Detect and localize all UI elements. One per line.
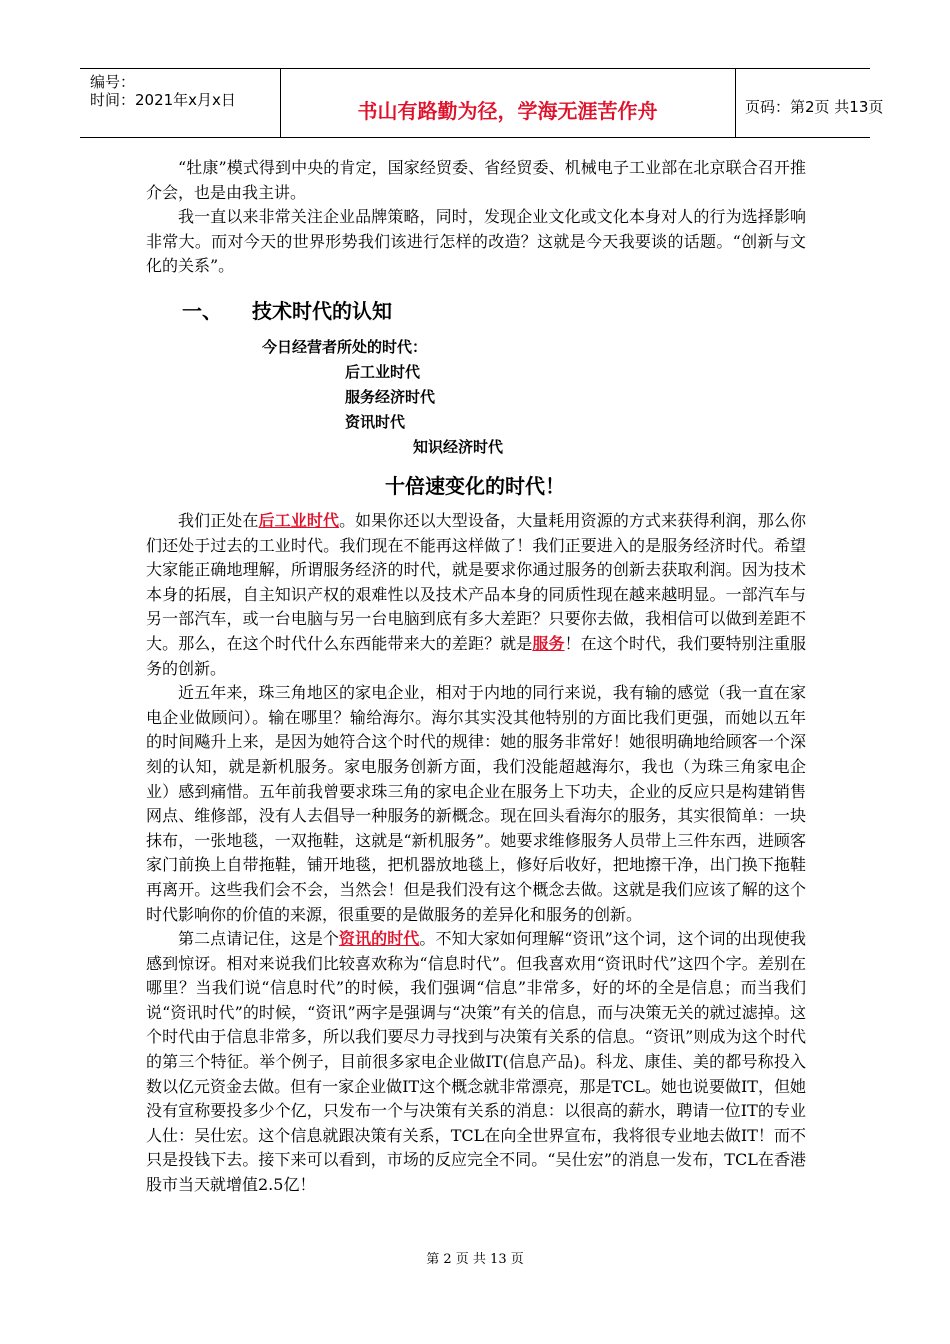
- section-number: 一、: [182, 299, 222, 323]
- paragraph-2: 我一直以来非常关注企业品牌策略，同时，发现企业文化或文化本身对人的行为选择影响非常大。而对今天的世界形势我们该进行怎样的改造？这就是今天我要谈的话题。“创新与文化的关系”。: [146, 207, 806, 276]
- header-page-cell: [735, 69, 884, 137]
- highlight-post-industrial: 后工业时代: [258, 511, 340, 530]
- era-item: 知识经济时代: [413, 438, 504, 456]
- era-item: 服务经济时代: [345, 388, 436, 406]
- intro-text: [146, 156, 806, 279]
- section-heading: [182, 295, 392, 324]
- section-title: 技术时代的认知: [252, 299, 392, 323]
- text-run: 我们正处在: [178, 511, 259, 530]
- footer-page-number: 第 2 页 共 13 页: [426, 1252, 524, 1267]
- text-run: ！在这个时代，我们要特别注重服务的创新。: [146, 633, 806, 678]
- highlight-information-era: 资讯的时代: [338, 929, 420, 949]
- era-item: 资讯时代: [345, 413, 406, 431]
- paragraph-4: 近五年来，珠三角地区的家电企业，相对于内地的同行来说，我有输的感觉（我一直在家电企业做顾问）。输在哪里？输给海尔。海尔其实没其他特别的方面比我们更强，而她以五年的时间飚升上来，是因为她符合这个时代的规律：她的服务非常好！她很明确地给顾客一个深刻的认知，就是新机服务。家电服务创新方面，我们没能超越海尔，我也（为珠三角家电企业）感到痛惜。五年前我曾要求珠三角的家电企业在服务上下功夫，企业的反应只是构建销售网点、维修部，没有人去倡导一种服务的新概念。现在回头看海尔的服务，其实很简单：一块抹布，一张地毯，一双拖鞋，这就是“新机服务”。她要求维修服务人员带上三件东西，进顾客家门前换上自带拖鞋，铺开地毯，把机器放地毯上，修好后收好，把地擦干净，出门换下拖鞋再离开。这些我们会不会，当然会！但是我们没有这个概念去做。这就是我们应该了解的这个时代影响你的价值的来源，很重要的是做服务的差异化和服务的创新。: [146, 683, 806, 924]
- paragraph-5: [146, 927, 806, 1198]
- era-item: 后工业时代: [345, 363, 421, 381]
- document-date-label: 时间：2021年x月x日: [90, 91, 236, 109]
- paragraph-1: “牡康”模式得到中央的肯定，国家经贸委、省经贸委、机械电子工业部在北京联合召开推介会，也是由我主讲。: [146, 158, 806, 202]
- main-text: [146, 509, 806, 1198]
- header-meta-cell: [80, 69, 281, 137]
- text-run: 。如果你还以大型设备，大量耗用资源的方式来获得利润，那么你们还处于过去的工业时代。我们现在不能再这样做了！我们正要进入的是服务经济时代。希望大家能正确地理解，所谓服务经济的时代，就是要求你通过服务的创新去获取利润。因为技术本身的拓展，自主知识产权的艰难性以及技术产品本身的同质性现在越来越明显。一部汽车与另一部汽车，或一台电脑与另一台电脑到底有多大差距？只要你去做，我相信可以做到差距不大。那么，在这个时代什么东西能带来大的差距？就是: [146, 511, 806, 653]
- document-number-label: 编号：: [90, 73, 136, 91]
- header-motto-cell: [280, 69, 736, 137]
- header-table: [80, 68, 884, 138]
- era-list-heading: 今日经营者所处的时代：: [262, 338, 428, 356]
- text-run: 。不知大家如何理解“资讯”这个词，这个词的出现使我感到惊讶。相对来说我们比较喜欢称为“信息时代”。但我喜欢用“资讯时代”这四个字。差别在哪里？当我们说“信息时代”的时候，我们强调“信息”非常多，好的坏的全是信息；而当我们说“资讯时代”的时候，“资讯”两字是强调与“决策”有关的信息，而与决策无关的就过滤掉。这个时代由于信息非常多，所以我们要尽力寻找到与决策有关系的信息。“资讯”则成为这个时代的第三个特征。举个例子，目前很多家电企业做IT(信息产品)。科龙、康佳、美的都号称投入数以亿元资金去做。但有一家企业做IT这个概念就非常漂亮，那是TCL。她也说要做IT，但她没有宣称要投多少个亿，只发布一个与决策有关系的消息：以很高的薪水，聘请一位IT的专业人仕：吴仕宏。这个信息就跟决策有关系，TCL在向全世界宣布，我将很专业地去做IT！而不只是投钱下去。接下来可以看到，市场的反应完全不同。“吴仕宏”的消息一发布，TCL在香港股市当天就增值2.5亿！: [146, 929, 806, 1195]
- page-footer: [0, 1248, 950, 1267]
- highlight-service: 服务: [532, 633, 565, 653]
- text-run: 第二点请记住，这是个: [178, 929, 339, 949]
- header-page-number: 页码：第2页 共13页: [745, 98, 884, 116]
- paragraph-3: [146, 509, 806, 681]
- emphasis-heading: 十倍速变化的时代！: [385, 474, 565, 498]
- header-motto: 书山有路勤为径，学海无涯苦作舟: [357, 99, 658, 123]
